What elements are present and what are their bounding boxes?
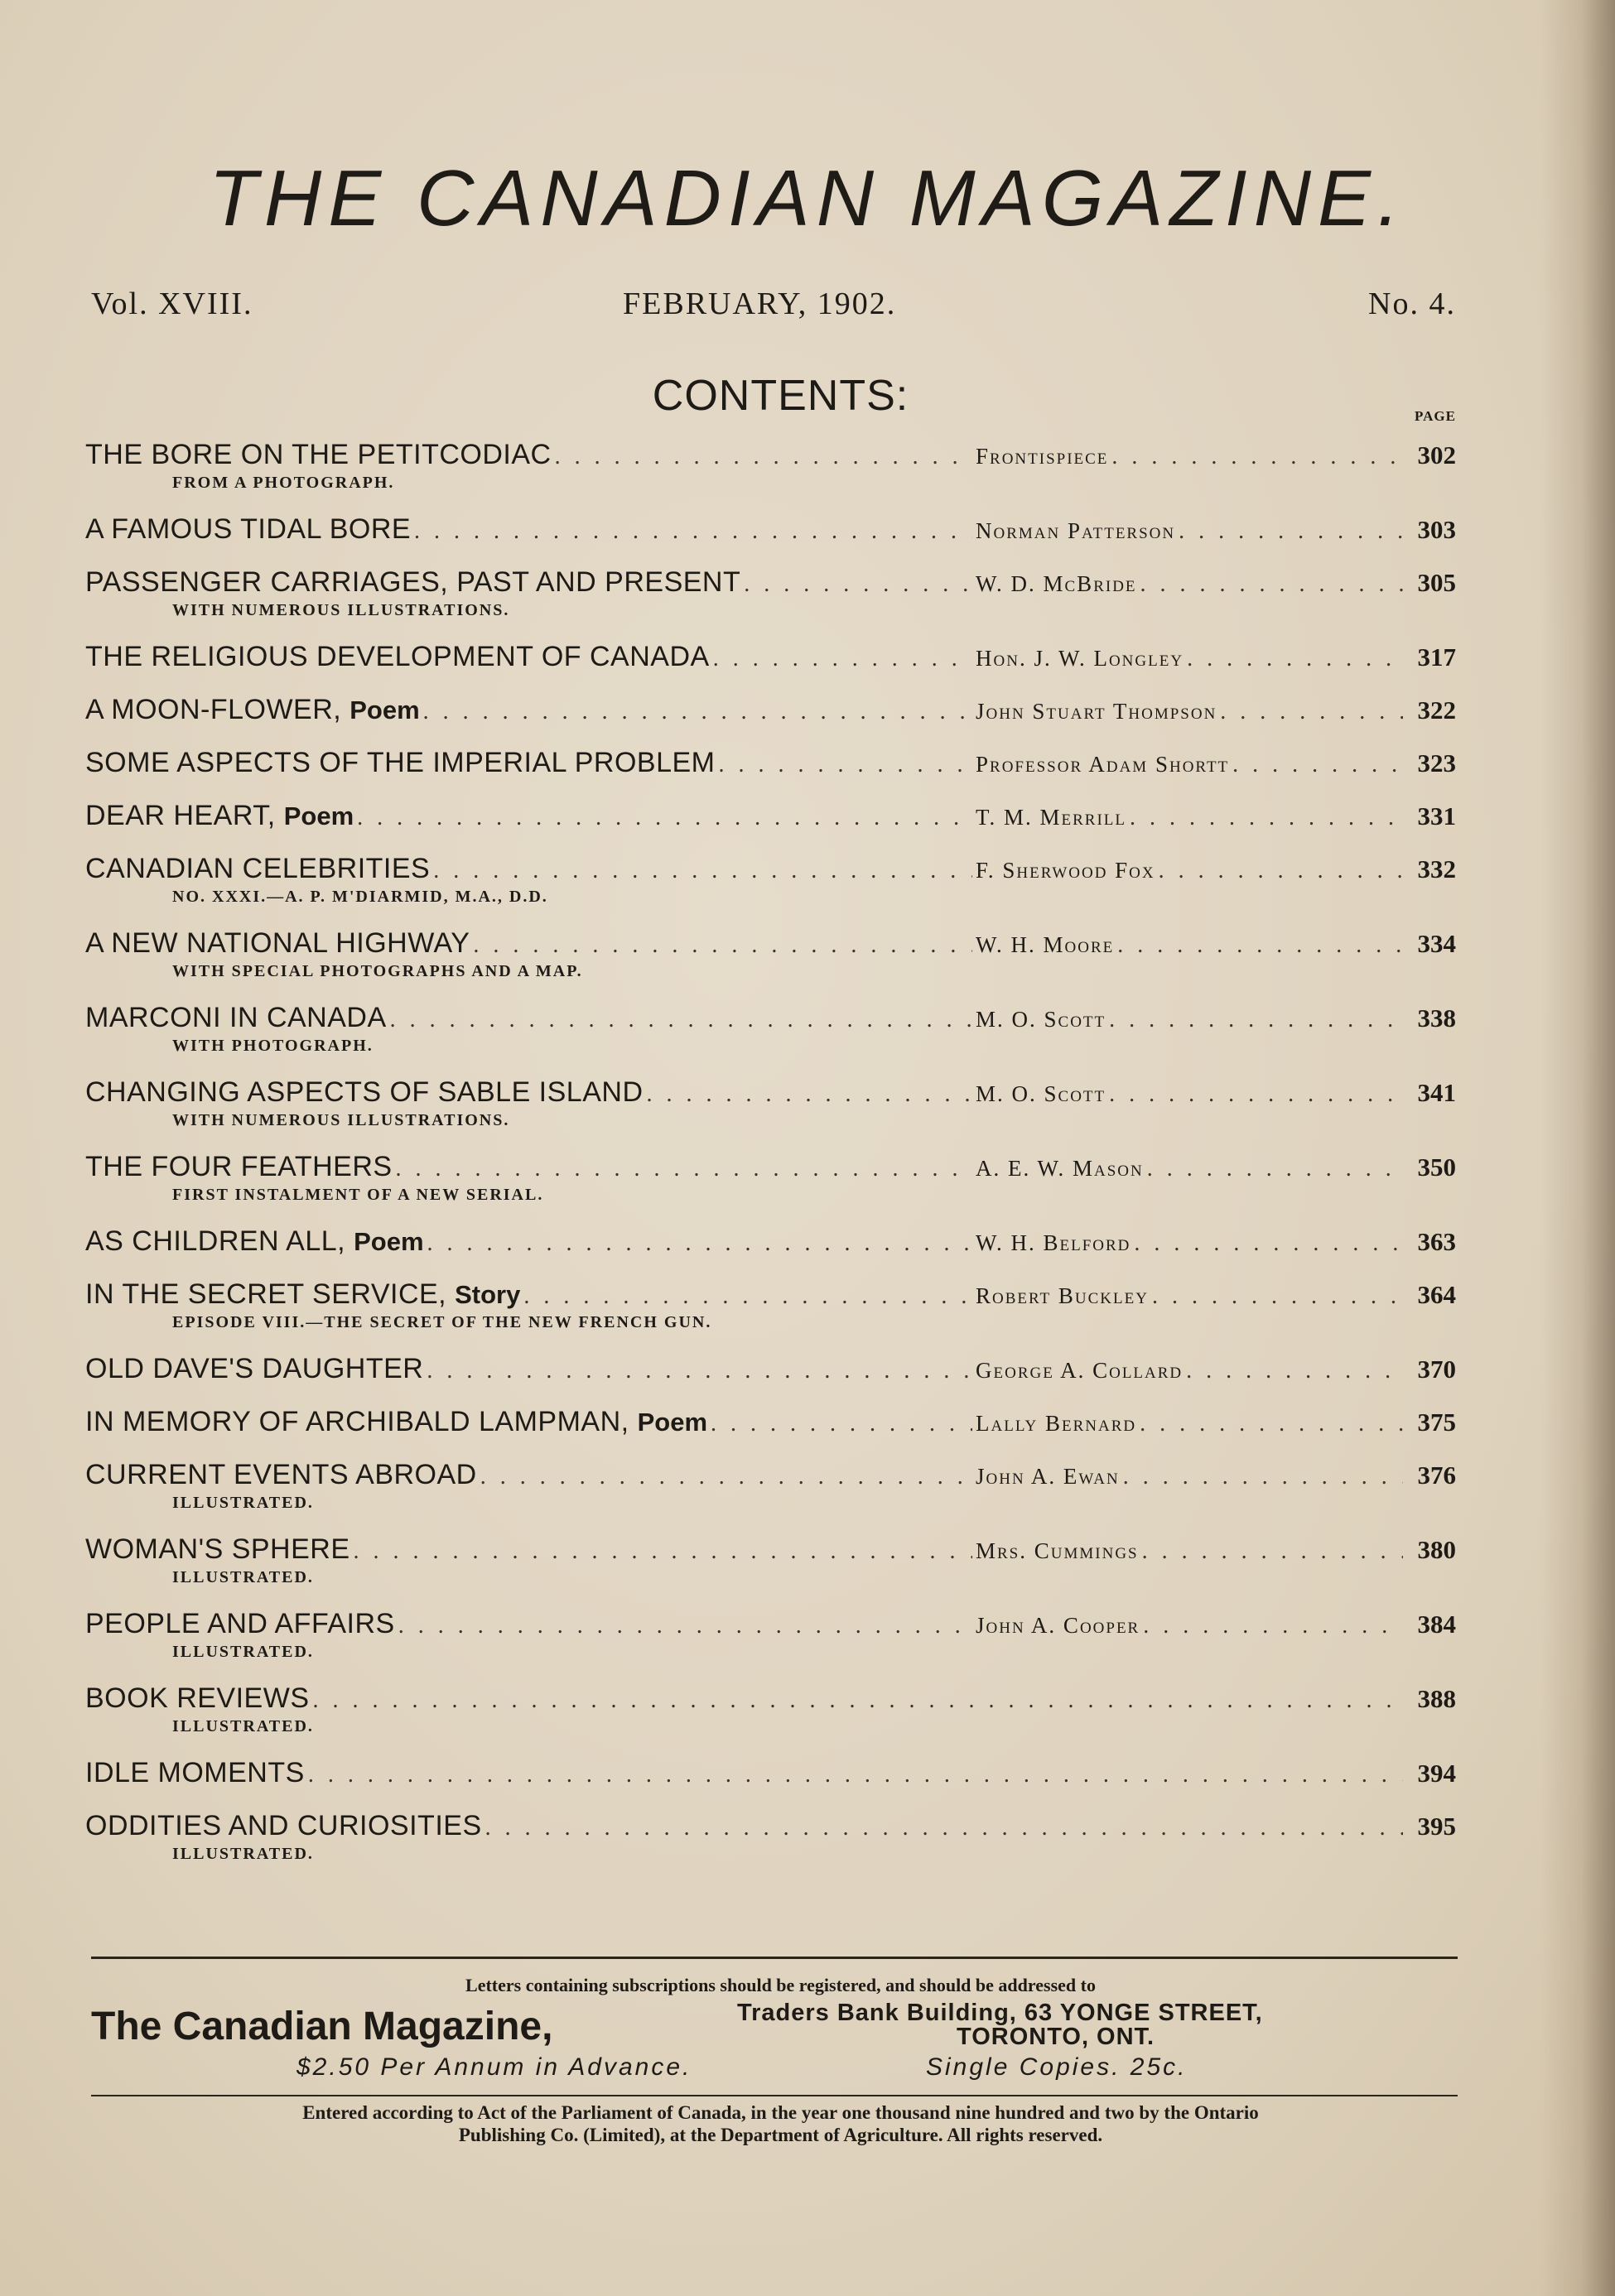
page-number: 364: [1417, 1280, 1456, 1309]
toc-row: [85, 1682, 1456, 1721]
author-name: W. H. Belford: [976, 1230, 1131, 1255]
dot-leader: [1140, 571, 1403, 598]
author-column: [976, 1613, 1406, 1639]
author-column: [976, 699, 1406, 725]
address-line-1: Traders Bank Building, 63 YONGE STREET,: [737, 2000, 1263, 2026]
article-kind: Poem: [354, 1227, 424, 1256]
dot-leader: [308, 1762, 1403, 1788]
toc-row: [85, 853, 1456, 891]
dot-leader: [523, 1283, 972, 1310]
toc-entry: [85, 566, 1456, 626]
article-kind: Story: [455, 1280, 521, 1309]
toc-entry: [85, 1682, 1456, 1742]
article-title: A FAMOUS TIDAL BORE: [85, 513, 412, 545]
page-number: 322: [1417, 696, 1456, 724]
article-subtitle: WITH PHOTOGRAPH.: [172, 1037, 374, 1055]
dot-leader: [427, 1230, 972, 1257]
dot-leader: [1143, 1613, 1403, 1639]
toc-entry: [85, 927, 1456, 987]
dot-leader: [1109, 1007, 1403, 1033]
contents-heading: CONTENTS:: [652, 372, 909, 420]
toc-entry: [85, 747, 1456, 785]
author-name: Lally Bernard: [976, 1411, 1137, 1436]
author-column: [976, 444, 1406, 470]
article-title: A MOON-FLOWER,: [85, 694, 342, 725]
page-column-label: PAGE: [1415, 408, 1456, 424]
article-subtitle: ILLUSTRATED.: [172, 1494, 314, 1512]
article-title: DEAR HEART,: [85, 800, 276, 831]
toc-entry: [85, 513, 1456, 551]
dot-leader: [1186, 1358, 1403, 1384]
page-number: 305: [1417, 568, 1456, 597]
author-name: Frontispiece: [976, 444, 1109, 469]
dot-leader: [1152, 1283, 1403, 1310]
author-column: [976, 1283, 1406, 1310]
single-copy-price: Single Copies. 25c.: [926, 2053, 1188, 2081]
dot-leader: [1117, 932, 1403, 959]
toc-row: [85, 1757, 1456, 1795]
toc-entry: [85, 1002, 1456, 1061]
toc-row: [85, 439, 1456, 477]
article-title: THE BORE ON THE PETITCODIAC: [85, 439, 552, 470]
dot-leader: [1111, 444, 1403, 470]
toc-entry: [85, 1406, 1456, 1444]
issue-number: No. 4.: [1368, 286, 1456, 321]
article-subtitle: ILLUSTRATED.: [172, 1643, 314, 1661]
article-subtitle: WITH NUMEROUS ILLUSTRATIONS.: [172, 1111, 510, 1129]
dot-leader: [1142, 1538, 1403, 1565]
dot-leader: [1232, 752, 1403, 778]
article-subtitle: WITH NUMEROUS ILLUSTRATIONS.: [172, 601, 510, 619]
page-number: 384: [1417, 1610, 1456, 1639]
page-number: 370: [1417, 1355, 1456, 1384]
dot-leader: [1130, 805, 1403, 831]
author-column: [976, 1538, 1406, 1565]
article-title: A NEW NATIONAL HIGHWAY: [85, 927, 470, 959]
article-title: BOOK REVIEWS: [85, 1682, 310, 1714]
author-column: [976, 752, 1406, 778]
article-title: PASSENGER CARRIAGES, PAST AND PRESENT: [85, 566, 741, 598]
author-column: [976, 571, 1406, 598]
author-column: [976, 932, 1406, 959]
dot-leader: [485, 1815, 1403, 1841]
toc-row: [85, 800, 1456, 838]
article-subtitle: ILLUSTRATED.: [172, 1845, 314, 1863]
author-column: [976, 1230, 1406, 1257]
article-title: MARCONI IN CANADA: [85, 1002, 387, 1033]
author-column: [976, 518, 1406, 545]
toc-row: [85, 566, 1456, 604]
page-number: 394: [1417, 1759, 1456, 1788]
toc-row: [85, 1810, 1456, 1848]
toc-row: [85, 1533, 1456, 1572]
publisher-name: The Canadian Magazine,: [91, 2005, 553, 2048]
article-subtitle: ILLUSTRATED.: [172, 1568, 314, 1586]
dot-leader: [1140, 1411, 1403, 1437]
article-title: ODDITIES AND CURIOSITIES: [85, 1810, 482, 1841]
article-title: THE FOUR FEATHERS: [85, 1151, 393, 1182]
toc-row: [85, 1459, 1456, 1497]
dot-leader: [1123, 1464, 1403, 1490]
page-number: 338: [1417, 1004, 1456, 1032]
dot-leader: [744, 571, 972, 598]
dot-leader: [1147, 1156, 1403, 1182]
page-number: 395: [1417, 1812, 1456, 1841]
issue-date: FEBRUARY, 1902.: [623, 286, 897, 321]
dot-leader: [398, 1613, 972, 1639]
toc-row: [85, 513, 1456, 551]
toc-entry: [85, 800, 1456, 838]
page-number: 303: [1417, 515, 1456, 544]
article-title: CHANGING ASPECTS OF SABLE ISLAND: [85, 1076, 644, 1108]
subscription-notice: Letters containing subscriptions should be registered, and should be addressed to: [465, 1975, 1096, 1995]
article-kind: Poem: [637, 1408, 708, 1437]
author-name: John A. Ewan: [976, 1464, 1120, 1489]
page-number: 334: [1417, 929, 1456, 958]
article-subtitle: FIRST INSTALMENT OF A NEW SERIAL.: [172, 1186, 544, 1204]
article-title: OLD DAVE'S DAUGHTER: [85, 1353, 424, 1384]
footer-divider-bottom: [91, 2095, 1458, 2096]
toc-entry: [85, 1533, 1456, 1593]
page-number: 302: [1417, 440, 1456, 469]
article-title: WOMAN'S SPHERE: [85, 1533, 350, 1565]
page-number: 350: [1417, 1153, 1456, 1182]
author-name: W. H. Moore: [976, 932, 1115, 957]
dot-leader: [647, 1081, 972, 1108]
toc-entry: [85, 1459, 1456, 1519]
toc-entry: [85, 694, 1456, 732]
toc-entry: [85, 1608, 1456, 1668]
author-name: W. D. McBride: [976, 571, 1137, 596]
article-title: CURRENT EVENTS ABROAD: [85, 1459, 477, 1490]
article-title: THE RELIGIOUS DEVELOPMENT OF CANADA: [85, 641, 710, 672]
page-number: 380: [1417, 1535, 1456, 1564]
toc-entry: [85, 1076, 1456, 1136]
toc-entry: [85, 1278, 1456, 1338]
author-name: M. O. Scott: [976, 1081, 1106, 1106]
article-title: IN THE SECRET SERVICE,: [85, 1278, 447, 1310]
article-subtitle: NO. XXXI.—A. P. M'DIARMID, M.A., D.D.: [172, 888, 548, 906]
toc-row: [85, 1406, 1456, 1444]
toc-row: [85, 1353, 1456, 1391]
author-column: [976, 1411, 1406, 1437]
author-column: [976, 1358, 1406, 1384]
magazine-title: THE CANADIAN MAGAZINE.: [209, 154, 1406, 243]
page-number: 341: [1417, 1078, 1456, 1107]
author-name: Norman Patterson: [976, 518, 1176, 543]
toc-entry: [85, 1757, 1456, 1795]
toc-entry: [85, 1225, 1456, 1264]
author-name: George A. Collard: [976, 1358, 1184, 1383]
page-edge-shadow: [1540, 0, 1615, 2296]
toc-row: [85, 1151, 1456, 1189]
page-number: 323: [1417, 748, 1456, 777]
toc-entry: [85, 853, 1456, 912]
author-name: John Stuart Thompson: [976, 699, 1217, 724]
dot-leader: [555, 444, 972, 470]
dot-leader: [354, 1538, 972, 1565]
dot-leader: [711, 1411, 972, 1437]
dot-leader: [1109, 1081, 1403, 1108]
dot-leader: [1159, 858, 1403, 884]
article-kind: Poem: [350, 696, 420, 724]
article-subtitle: WITH SPECIAL PHOTOGRAPHS AND A MAP.: [172, 962, 583, 980]
author-name: T. M. Merrill: [976, 805, 1126, 830]
toc-entry: [85, 1810, 1456, 1870]
table-of-contents: [85, 439, 1456, 1884]
dot-leader: [1179, 518, 1403, 545]
address-line-2: TORONTO, ONT.: [957, 2024, 1155, 2050]
author-column: [976, 1464, 1406, 1490]
article-subtitle: EPISODE VIII.—THE SECRET OF THE NEW FRENCH GUN.: [172, 1313, 712, 1331]
author-column: [976, 1081, 1406, 1108]
toc-row: [85, 927, 1456, 965]
volume-label: Vol. XVIII.: [91, 286, 253, 321]
page-number: 332: [1417, 854, 1456, 883]
page-number: 363: [1417, 1227, 1456, 1256]
dot-leader: [473, 932, 972, 959]
dot-leader: [480, 1464, 972, 1490]
article-subtitle: ILLUSTRATED.: [172, 1717, 314, 1735]
dot-leader: [719, 752, 972, 778]
article-title: PEOPLE AND AFFAIRS: [85, 1608, 395, 1639]
dot-leader: [1187, 646, 1403, 672]
article-title: IDLE MOMENTS: [85, 1757, 305, 1788]
author-name: Mrs. Cummings: [976, 1538, 1139, 1563]
article-title: AS CHILDREN ALL,: [85, 1225, 346, 1257]
dot-leader: [1134, 1230, 1403, 1257]
toc-row: [85, 1278, 1456, 1316]
author-name: Hon. J. W. Longley: [976, 646, 1184, 671]
page-number: 376: [1417, 1461, 1456, 1490]
toc-row: [85, 1076, 1456, 1114]
copyright-line: Entered according to Act of the Parliament of Canada, in the year one thousand nine hundred and two by the Ontario: [302, 2102, 1259, 2123]
dot-leader: [423, 699, 972, 725]
copyright-line: Publishing Co. (Limited), at the Department of Agriculture. All rights reserved.: [458, 2125, 1103, 2145]
article-title: CANADIAN CELEBRITIES: [85, 853, 431, 884]
author-name: M. O. Scott: [976, 1007, 1106, 1032]
article-kind: Poem: [283, 801, 354, 830]
toc-entry: [85, 1353, 1456, 1391]
dot-leader: [1220, 699, 1403, 725]
toc-entry: [85, 641, 1456, 679]
footer-divider-top: [91, 1957, 1458, 1959]
author-name: A. E. W. Mason: [976, 1156, 1144, 1181]
dot-leader: [713, 646, 972, 672]
article-title: IN MEMORY OF ARCHIBALD LAMPMAN,: [85, 1406, 629, 1437]
dot-leader: [313, 1687, 1404, 1714]
dot-leader: [396, 1156, 972, 1182]
page-number: 388: [1417, 1684, 1456, 1713]
page-number: 375: [1417, 1408, 1456, 1437]
author-name: Robert Buckley: [976, 1283, 1149, 1308]
dot-leader: [427, 1358, 972, 1384]
author-column: [976, 1156, 1406, 1182]
toc-row: [85, 641, 1456, 679]
dot-leader: [390, 1007, 972, 1033]
author-name: F. Sherwood Fox: [976, 858, 1155, 883]
toc-entry: [85, 1151, 1456, 1211]
toc-row: [85, 1608, 1456, 1646]
annual-price: $2.50 Per Annum in Advance.: [296, 2053, 692, 2081]
author-name: John A. Cooper: [976, 1613, 1140, 1638]
toc-entry: [85, 439, 1456, 498]
author-column: [976, 805, 1406, 831]
toc-row: [85, 1225, 1456, 1264]
dot-leader: [433, 858, 972, 884]
copyright-notice: [0, 2101, 1561, 2146]
toc-row: [85, 747, 1456, 785]
author-name: Professor Adam Shortt: [976, 752, 1230, 777]
toc-row: [85, 694, 1456, 732]
article-title: SOME ASPECTS OF THE IMPERIAL PROBLEM: [85, 747, 716, 778]
dot-leader: [357, 805, 972, 831]
page-number: 317: [1417, 643, 1456, 671]
dot-leader: [414, 518, 972, 545]
page-number: 331: [1417, 801, 1456, 830]
author-column: [976, 646, 1406, 672]
author-column: [976, 1007, 1406, 1033]
toc-row: [85, 1002, 1456, 1040]
author-column: [976, 858, 1406, 884]
article-subtitle: FROM A PHOTOGRAPH.: [172, 474, 395, 492]
